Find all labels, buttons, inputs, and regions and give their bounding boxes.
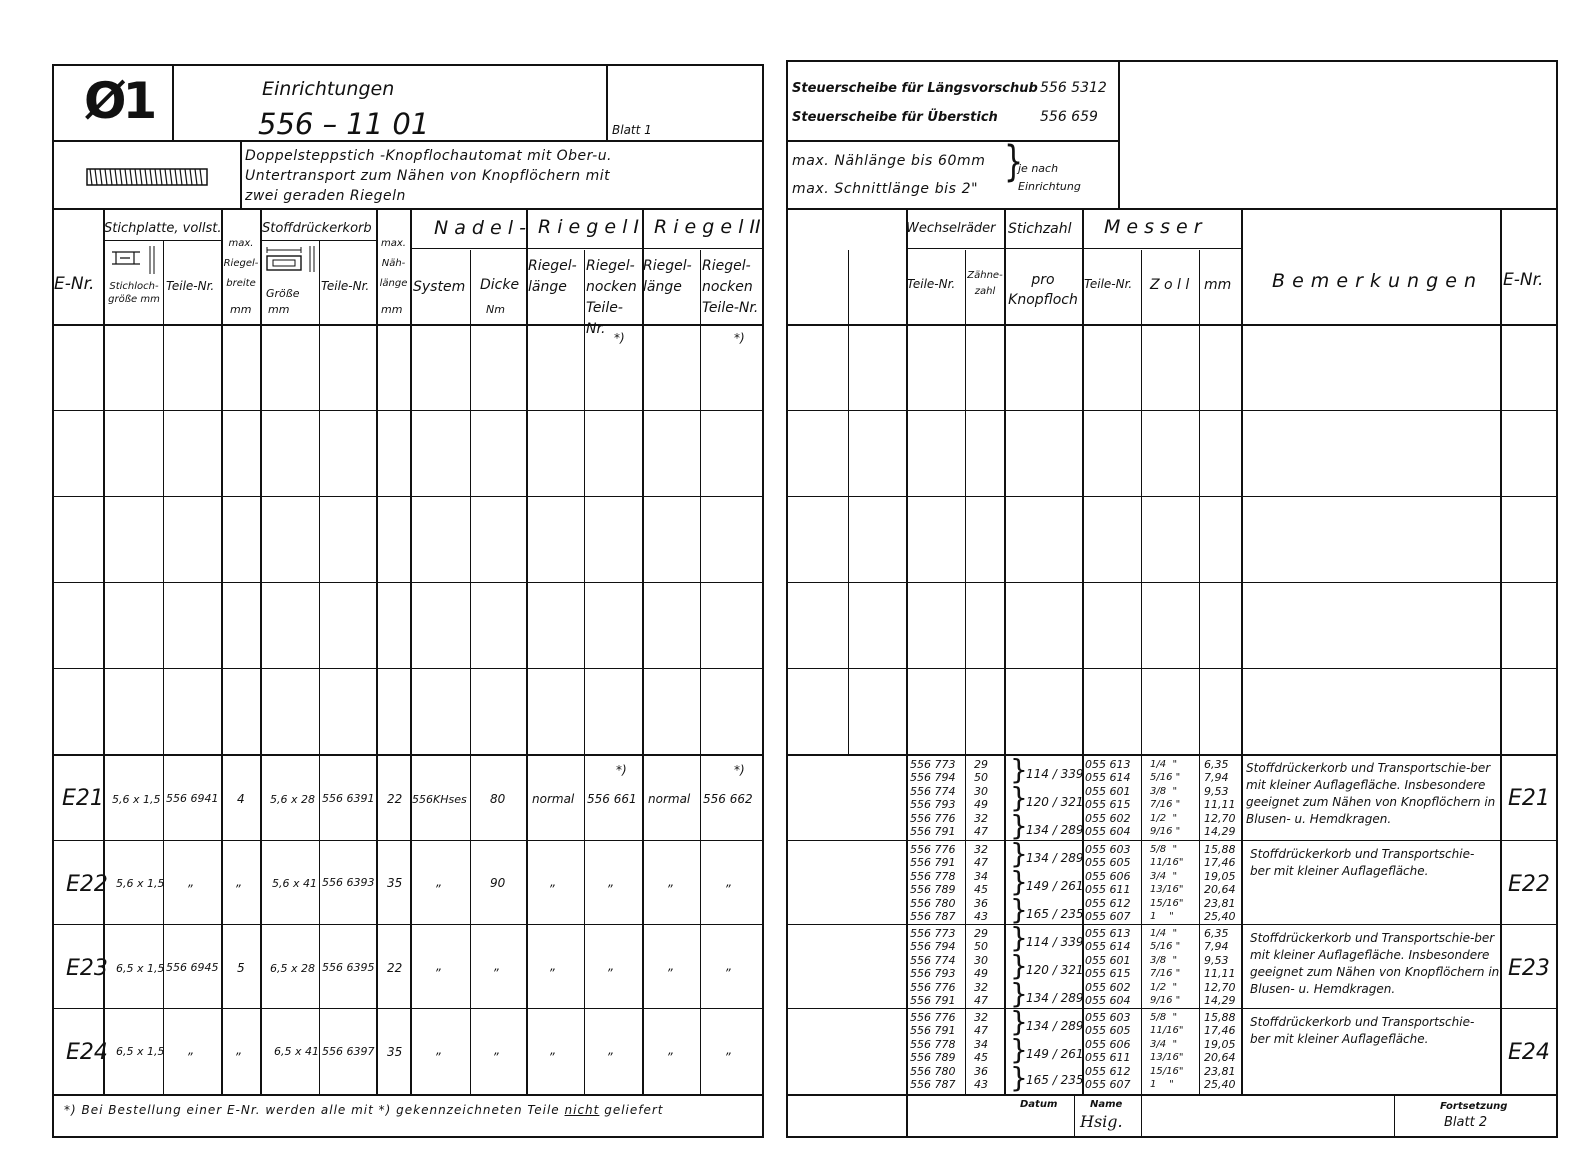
col-header-enr: E-Nr. [54, 274, 95, 294]
row-e21-star2: *) [734, 763, 745, 777]
row-e23-system: „ [436, 959, 443, 973]
row-e23-brace-1: } [1010, 921, 1028, 954]
row-e24-messer-mm: 15,88 17,46 19,05 20,64 23,81 25,40 [1204, 1011, 1236, 1092]
row-e24-riegel2-laenge: „ [668, 1043, 675, 1057]
riegel2-star: *) [734, 331, 745, 345]
row-e21-messer-mm: 6,35 7,94 9,53 11,11 12,70 14,29 [1204, 758, 1236, 839]
title-number: 556 – 11 01 [258, 107, 430, 141]
row-e24-zoll: 5/8 " 11/16" 3/4 " 13/16" 15/16" 1 " [1150, 1012, 1184, 1091]
row-e24-bemerkung: Stoffdrückerkorb und Transportschie-ber mit kleiner Auflagefläche. [1250, 1015, 1475, 1046]
row-e21-riegelbreite: 4 [237, 792, 245, 806]
col-header-riegel2: R i e g e l II [654, 216, 761, 238]
row-e21-korb-teile: 556 6391 [322, 792, 375, 805]
row-e23-riegel2-laenge: „ [668, 959, 675, 973]
row-e21-riegel2-laenge: normal [648, 792, 691, 806]
col-header-wechselraeder: Wechselräder [906, 221, 996, 236]
col-header-riegel1-laenge: Riegel-länge [528, 258, 577, 295]
row-e23-riegelbreite: 5 [237, 961, 245, 975]
row-e22-wechsel-teile: 556 776 556 791 556 778 556 789 556 780 556 787 [910, 843, 956, 924]
spec-laengsvorschub-value: 556 5312 [1040, 80, 1107, 96]
row-e22-dicke: 90 [490, 876, 506, 890]
row-e21-zoll: 1/4 " 5/16 " 3/8 " 7/16 " 1/2 " 9/16 " [1150, 759, 1181, 838]
row-e24-dicke: „ [494, 1043, 501, 1057]
row-e21-messer-teile: 055 613 055 614 055 601 055 615 055 602 055 604 [1085, 758, 1131, 839]
row-e22-teile-nr: „ [188, 875, 195, 889]
row-e22-naehlaenge: 35 [387, 876, 403, 890]
row-e22-brace-1: } [1010, 837, 1028, 870]
row-e22-messer-mm: 15,88 17,46 19,05 20,64 23,81 25,40 [1204, 843, 1236, 924]
col-header-groesse: Größe [266, 287, 300, 300]
col-header-riegelbreite-unit: mm [230, 303, 252, 316]
stichplatte-icon [110, 244, 158, 276]
row-e23-zoll: 1/4 " 5/16 " 3/8 " 7/16 " 1/2 " 9/16 " [1150, 928, 1181, 1007]
spec-ueberstich-label: Steuerscheibe für Überstich [792, 110, 998, 125]
row-e23-stichzahl-3: 134 / 289 [1026, 991, 1084, 1005]
row-e24-stichzahl-3: 165 / 235 [1026, 1073, 1084, 1087]
col-header-naehlaenge-unit: mm [381, 303, 403, 316]
col-header-max-riegelbreite: max. Riegel-breite [223, 238, 259, 289]
row-e21-riegel1-nocken: 556 661 [587, 792, 637, 806]
row-e22-riegel2-nocken: „ [726, 875, 733, 889]
row-e24-wechsel-teile: 556 776 556 791 556 778 556 789 556 780 556 787 [910, 1011, 956, 1092]
title-heading: Einrichtungen [262, 78, 395, 100]
row-e23-riegel1-laenge: „ [550, 959, 557, 973]
col-header-teile-nr-platte: Teile-Nr. [166, 279, 215, 293]
row-e23-stichloch: 6,5 x 1,5 [116, 962, 165, 975]
row-e24-riegel1-laenge: „ [550, 1043, 557, 1057]
row-e22-groesse: 5,6 x 41 [272, 877, 317, 890]
row-e23-korb-teile: 556 6395 [322, 961, 375, 974]
col-header-stichzahl: Stichzahl [1008, 221, 1072, 237]
row-e22-system: „ [436, 875, 443, 889]
footer-datum-label: Datum [1020, 1099, 1058, 1110]
row-e21-groesse: 5,6 x 28 [270, 793, 315, 806]
col-header-zoll: Z o l l [1150, 277, 1190, 293]
row-e21-riegel1-laenge: normal [532, 792, 575, 806]
row-e23-dicke: „ [494, 959, 501, 973]
row-e22-riegel1-laenge: „ [550, 875, 557, 889]
row-e24-system: „ [436, 1043, 443, 1057]
col-header-messer-mm: mm [1204, 277, 1232, 293]
row-e23-zaehne: 29 50 30 49 32 47 [974, 927, 988, 1008]
col-header-stichplatte: Stichplatte, vollst. [104, 221, 222, 236]
col-header-zaehnezahl: Zähne-zahl [967, 270, 1003, 297]
footer-note [64, 1104, 664, 1116]
footer-next-sheet: Blatt 2 [1444, 1115, 1488, 1130]
row-e22-riegel2-laenge: „ [668, 875, 675, 889]
col-header-riegel2-laenge: Riegel-länge [643, 258, 692, 295]
row-e24-stichzahl-1: 134 / 289 [1026, 1019, 1084, 1033]
col-header-teile-nr-korb: Teile-Nr. [321, 279, 370, 293]
spec-max-schnittlaenge: max. Schnittlänge bis 2" [792, 181, 979, 197]
sheet-label: Blatt 1 [612, 123, 652, 137]
row-e24-stichzahl-2: 149 / 261 [1026, 1047, 1084, 1061]
footer-fortsetzung-label: Fortsetzung [1440, 1101, 1508, 1112]
spec-max-naehlaenge: max. Nählänge bis 60mm [792, 153, 986, 169]
col-header-dicke: Dicke [480, 277, 520, 293]
row-e24-teile-nr: „ [188, 1043, 195, 1057]
row-e23-messer-mm: 6,35 7,94 9,53 11,11 12,70 14,29 [1204, 927, 1236, 1008]
row-e22-enr-right: E22 [1508, 872, 1550, 897]
row-e21-teile-nr: 556 6941 [166, 792, 219, 805]
row-e22-messer-teile: 055 603 055 605 055 606 055 611 055 612 055 607 [1085, 843, 1131, 924]
col-header-pro-knopfloch: pro Knopfloch [1008, 272, 1078, 308]
row-e24-riegel1-nocken: „ [608, 1043, 615, 1057]
row-e23-wechsel-teile: 556 773 556 794 556 774 556 793 556 776 556 791 [910, 927, 956, 1008]
row-e22-riegelbreite: „ [236, 875, 243, 889]
row-e22-stichzahl-3: 165 / 235 [1026, 907, 1084, 921]
row-e23-enr: E23 [66, 956, 108, 981]
col-header-stichloch: Stichloch-größe mm [108, 281, 160, 305]
row-e21-bemerkung: Stoffdrückerkorb und Transportschie-ber mit kleiner Auflagefläche. Insbesondere geeignet zum Nähen von Knopflöchern in Blusen- u. Hemdkragen. [1246, 761, 1496, 826]
row-e23-enr-right: E23 [1508, 956, 1550, 981]
footer-note-prefix: *) Bei Bestellung einer E-Nr. werden alle mit *) gekennzeichneten Teile [64, 1103, 560, 1117]
row-e22-brace-3: } [1010, 893, 1028, 926]
row-e24-riegel2-nocken: „ [726, 1043, 733, 1057]
row-e22-zoll: 5/8 " 11/16" 3/4 " 13/16" 15/16" 1 " [1150, 844, 1184, 923]
col-header-enr-right: E-Nr. [1503, 270, 1544, 290]
row-e24-zaehne: 32 47 34 45 36 43 [974, 1011, 988, 1092]
row-e23-riegel2-nocken: „ [726, 959, 733, 973]
row-e23-bemerkung: Stoffdrückerkorb und Transportschie-ber mit kleiner Auflagefläche. Insbesondere geeignet zum Nähen von Knopflöchern in Blusen- u. Hemdkragen. [1250, 931, 1500, 996]
machine-description: Doppelsteppstich -Knopflochautomat mit Ober-u. Untertransport zum Nähen von Knopflöchern mit zwei geraden Riegeln [245, 148, 613, 204]
row-e21-dicke: 80 [490, 792, 506, 806]
row-e22-stichzahl-1: 134 / 289 [1026, 851, 1084, 865]
row-e24-brace-3: } [1010, 1061, 1028, 1094]
row-e21-brace-1: } [1010, 753, 1028, 786]
row-e21-star1: *) [616, 763, 627, 777]
row-e22-korb-teile: 556 6393 [322, 876, 375, 889]
col-header-riegel1-nocken: Riegel-nocken Teile-Nr. [586, 258, 637, 337]
col-header-wechsel-teile-nr: Teile-Nr. [907, 277, 956, 291]
row-e24-enr-right: E24 [1508, 1040, 1550, 1065]
row-e21-stichzahl-3: 134 / 289 [1026, 823, 1084, 837]
row-e24-messer-teile: 055 603 055 605 055 606 055 611 055 612 055 607 [1085, 1011, 1131, 1092]
row-e24-groesse: 6,5 x 41 [274, 1045, 319, 1058]
col-header-riegel1: R i e g e l I [538, 216, 640, 238]
row-e21-wechsel-teile: 556 773 556 794 556 774 556 793 556 776 556 791 [910, 758, 956, 839]
spec-note: je nach Einrichtung [1018, 162, 1081, 193]
row-e22-stichzahl-2: 149 / 261 [1026, 879, 1084, 893]
row-e23-messer-teile: 055 613 055 614 055 601 055 615 055 602 055 604 [1085, 927, 1131, 1008]
row-e24-brace-2: } [1010, 1033, 1028, 1066]
row-e21-brace-3: } [1010, 809, 1028, 842]
row-e21-stichzahl-2: 120 / 321 [1026, 795, 1084, 809]
col-header-riegel2-nocken: Riegel-nocken Teile-Nr. [702, 258, 759, 316]
row-e21-enr: E21 [62, 786, 104, 811]
row-e24-brace-1: } [1010, 1005, 1028, 1038]
footer-note-suffix: geliefert [604, 1103, 664, 1117]
col-header-groesse-unit: mm [268, 303, 290, 316]
spec-brace: } [1004, 137, 1024, 187]
row-e24-naehlaenge: 35 [387, 1045, 403, 1059]
row-e23-brace-3: } [1010, 977, 1028, 1010]
row-e22-stichloch: 5,6 x 1,5 [116, 877, 165, 890]
col-header-messer-teile-nr: Teile-Nr. [1084, 277, 1133, 291]
buttonhole-stitch-icon [86, 166, 208, 188]
row-e21-zaehne: 29 50 30 49 32 47 [974, 758, 988, 839]
row-e21-naehlaenge: 22 [387, 792, 403, 806]
col-header-dicke-unit: Nm [486, 303, 505, 316]
row-e21-riegel2-nocken: 556 662 [703, 792, 753, 806]
row-e23-stichzahl-2: 120 / 321 [1026, 963, 1084, 977]
row-e24-stichloch: 6,5 x 1,5 [116, 1045, 165, 1058]
row-e24-enr: E24 [66, 1040, 108, 1065]
row-e23-brace-2: } [1010, 949, 1028, 982]
spec-ueberstich-value: 556 659 [1040, 109, 1098, 125]
company-logo: Ø1 [84, 72, 154, 130]
row-e24-riegelbreite: „ [236, 1043, 243, 1057]
row-e21-stichzahl-1: 114 / 339 [1026, 767, 1084, 781]
col-header-bemerkungen: B e m e r k u n g e n [1272, 270, 1477, 292]
stoffdrueckerkorb-icon [264, 244, 320, 274]
row-e21-enr-right: E21 [1508, 786, 1550, 811]
col-header-max-naehlaenge: max. Näh-länge [379, 238, 408, 289]
riegel1-star: *) [614, 331, 625, 345]
row-e21-system: 556KHses [412, 793, 467, 806]
footer-note-emph: nicht [564, 1103, 600, 1117]
row-e22-enr: E22 [66, 872, 108, 897]
row-e23-riegel1-nocken: „ [608, 959, 615, 973]
row-e24-korb-teile: 556 6397 [322, 1045, 375, 1058]
col-header-nadel: N a d e l - [434, 217, 526, 239]
row-e23-groesse: 6,5 x 28 [270, 962, 315, 975]
footer-signature: Hsig. [1080, 1112, 1123, 1131]
row-e22-brace-2: } [1010, 865, 1028, 898]
row-e22-zaehne: 32 47 34 45 36 43 [974, 843, 988, 924]
row-e23-naehlaenge: 22 [387, 961, 403, 975]
row-e23-stichzahl-1: 114 / 339 [1026, 935, 1084, 949]
col-header-system: System [413, 279, 466, 295]
footer-name-label: Name [1090, 1099, 1123, 1110]
row-e21-stichloch: 5,6 x 1,5 [112, 793, 161, 806]
row-e21-brace-2: } [1010, 781, 1028, 814]
col-header-stoffdrueckerkorb: Stoffdrückerkorb [262, 221, 372, 236]
spec-laengsvorschub-label: Steuerscheibe für Längsvorschub [792, 81, 1038, 96]
row-e23-teile-nr: 556 6945 [166, 961, 219, 974]
row-e22-riegel1-nocken: „ [608, 875, 615, 889]
col-header-messer: M e s s e r [1104, 216, 1202, 238]
row-e22-bemerkung: Stoffdrückerkorb und Transportschie-ber mit kleiner Auflagefläche. [1250, 847, 1475, 878]
